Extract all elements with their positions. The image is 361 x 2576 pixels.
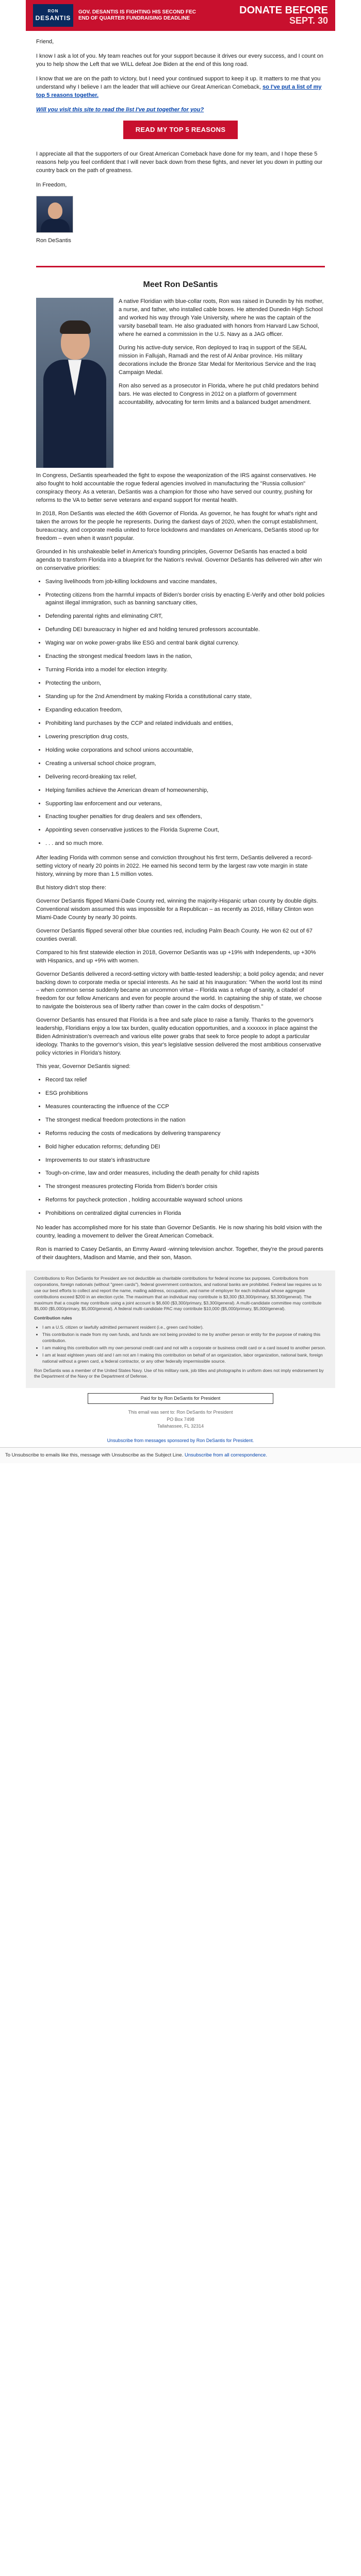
bio-paragraph-15: No leader has accomplished more for his state than Governor DeSantis. He is now sharing his bold vision with the country, leading a movement to deliver the Great American Comeback. (36, 1225, 322, 1240)
legal-paragraph-1: Contributions to Ron DeSantis for President are not deductible as charitable contributions for federal income tax purposes. Contributions from corporations, foreign nationals (without "green cards"), federal government contractors, and national banks are prohibited. Federal law requires us to use our best efforts to collect and report the name, mailing address, occupation, and name of employer for each individual whose aggregate contributions exceed $200 in an election cycle. The maximum that an individual may contribute is $3,300 ($3,300/primary, $3,300/general). The maximum that a couple may contribute using a joint account is $6,600 ($3,300/primary, $3,300/general). A multi-candidate committee may contribute $5,000 ($5,000/primary, $5,000/general). A federal multi-candidate PAC may contribute $10,000 ($5,000/primary, $5,000/general). (34, 1275, 322, 1312)
list-item: • Creating a universal school choice program, (45, 760, 325, 768)
list-item: • The strongest measures protecting Florida from Biden's border crisis (45, 1183, 325, 1191)
list-item: • Protecting the unborn, (45, 680, 325, 688)
list-item: • Lowering prescription drug costs, (45, 733, 325, 741)
portrait-hair (60, 320, 91, 334)
list-item: • Enacting the strongest medical freedom laws in the nation, (45, 653, 325, 661)
question-paragraph (36, 106, 325, 114)
bio-paragraph-11: Compared to his first statewide election in 2018, Governor DeSantis was up +19% with Independents, up +30% with Hispanics, and up +9% with women. (36, 949, 316, 964)
legal-footer (26, 1270, 335, 1388)
address-line-3: Tallahassee, FL 32314 (157, 1423, 204, 1429)
list-item: • Saving livelihoods from job-killing lockdowns and vaccine mandates, (45, 578, 325, 586)
paid-for-disclaimer: Paid for by Ron DeSantis for President (88, 1393, 273, 1404)
list-item: • Helping families achieve the American dream of homeownership, (45, 787, 325, 795)
letter-paragraph-3: I appreciate all that the supporters of our Great American Comeback have done for my team, and I hope these 5 reasons help you feel confident that I will never back down from these fights, and never let you down in putting our country back on the path of greatness. (36, 151, 323, 174)
list-item: • ESG prohibitions (45, 1090, 325, 1098)
read-top-reasons-button[interactable]: READ MY TOP 5 REASONS (123, 121, 238, 140)
list-item: • Prohibitions on centralized digital currencies in Florida (45, 1210, 325, 1218)
header-banner[interactable] (26, 0, 335, 31)
bio-paragraph-9: Governor DeSantis flipped Miami-Dade County red, winning the majority-Hispanic urban county by double digits. Conventional wisdom assumed this was impossible for a Republican – as recently as 2016, Hillary Clinton won Miami-Dade County by nearly 30 points. (36, 898, 318, 921)
bio-paragraph-10: Governor DeSantis flipped several other blue counties red, including Palm Beach County. He won 62 out of 67 counties overall. (36, 927, 313, 942)
bio-paragraph-2: During his active-duty service, Ron deployed to Iraq in support of the SEAL mission in Fallujah, Ramadi and the rest of Al Anbar province. His military decorations include the Bronze Star Medal for Meritorious Service and the Iraq Campaign Medal. (119, 344, 316, 376)
logo-bottom-text: DESANTIS (35, 14, 71, 22)
list-item: • Appointing seven conservative justices to the Florida Supreme Court, (45, 826, 325, 835)
list-item: • Reforms reducing the costs of medications by delivering transparency (45, 1130, 325, 1138)
letter-paragraph-2-text: I know that we are on the path to victory, but I need your continued support to keep it up. It matters to me that you understand why I believe I am the leader that will achieve our Great American Comeback, (36, 75, 321, 90)
bio-paragraph-7: After leading Florida with common sense and conviction throughout his first term, DeSantis delivered a record-setting victory of nearly 20 points in 2022. He earned his second term by the largest raw vote margin in state history, winning by more than 1.5 million votes. (36, 855, 313, 878)
letter-paragraph-1: I know I ask a lot of you. My team reaches out for your support because it drives our every success, and I count on you to help show the Left that we WILL defeat Joe Biden at the end of this long road. (36, 53, 323, 67)
bio-paragraph-13: Governor DeSantis has ensured that Florida is a free and safe place to raise a family. Thanks to the governor's leadership, Floridians enjoy a low tax burden, quality education opportunities, and a xxxxxxx in place against the Biden Administration's overreach and various elite power grabs that seek to force people to adopt a particular ideology. Thanks to the governor's vision, this year's legislative session delivered the most ambitious conservative policy victories in Florida's history. (36, 1017, 321, 1057)
list-item: • Protecting citizens from the harmful impacts of Biden's border crisis by enacting E-Verify and other bold policies against illegal immigration, such as banning sanctuary cities, (45, 591, 325, 608)
letter-paragraph-2 (36, 75, 325, 100)
list-item: • I am at least eighteen years old and I am not am I making this contribution on behalf of an organization, labor organization, national bank, foreign national without a green card, a federal contractor, or any other federally impermissible source. (42, 1352, 327, 1365)
banner-copy: GOV. DESANTIS IS FIGHTING HIS SECOND FEC END OF QUARTER FUNDRAISING DEADLINE (78, 9, 196, 21)
signature-photo (36, 196, 73, 233)
donate-banner-cta[interactable] (239, 5, 328, 26)
address-line-1: This email was sent to: Ron DeSantis for President (128, 1410, 233, 1415)
bio-paragraph-14: This year, Governor DeSantis signed: (36, 1063, 130, 1070)
closing: In Freedom, (36, 182, 67, 189)
list-item: • Turning Florida into a model for election integrity. (45, 666, 325, 674)
list-item: • Prohibiting land purchases by the CCP and related individuals and entities, (45, 720, 325, 728)
list-item: • I am making this contribution with my own personal credit card and not with a corporate or business credit card or a card issued to another person. (42, 1345, 327, 1351)
bio-paragraph-16: Ron is married to Casey DeSantis, an Emmy Award -winning television anchor. Together, they're the proud parents of their daughters, Madison and Mamie, and their son, Mason. (36, 1246, 323, 1261)
bio-paragraph-8: But history didn't stop there: (36, 885, 107, 891)
list-item: • Standing up for the 2nd Amendment by making Florida a constitutional carry state, (45, 693, 325, 701)
list-item: • Measures counteracting the influence of the CCP (45, 1103, 325, 1111)
bio-portrait (36, 298, 113, 468)
top-reasons-inline-link[interactable]: so I've put a list of my top 5 reasons together. (36, 83, 322, 98)
list-item: • Tough-on-crime, law and order measures, including the death penalty for child rapists (45, 1170, 325, 1178)
unsubscribe-sponsor-link[interactable]: Unsubscribe from messages sponsored by Ron DeSantis for President. (107, 1437, 254, 1443)
unsubscribe-all-link[interactable]: Unsubscribe from all correspondence. (184, 1452, 267, 1458)
list-item: • . . . and so much more. (45, 840, 325, 848)
bio-paragraph-6: Grounded in his unshakeable belief in America's founding principles, Governor DeSantis has enacted a bold agenda to transform Florida into a blueprint for the Nation's revival. Governor DeSantis has delivered win after win on conservative priorities: (36, 548, 322, 571)
list-item: • I am a U.S. citizen or lawfully admitted permanent resident (i.e., green card holder). (42, 1325, 327, 1331)
list-item: • Defending parental rights and eliminating CRT, (45, 613, 325, 621)
face-shape (48, 202, 62, 219)
bio-paragraph-1: A native Floridian with blue-collar roots, Ron was raised in Dunedin by his mother, a nurse, and father, who installed cable boxes. He attended Dunedin High School and worked his way through Yale University, where he was the captain of the varsity baseball team. He also graduated with honors from Harvard Law School, where he earned a commission in the U.S. Navy as a JAG officer. (119, 298, 324, 338)
bottom-unsubscribe-bar (0, 1447, 361, 1463)
list-item: • Reforms for paycheck protection , holding accountable wayward school unions (45, 1196, 325, 1205)
list-item: • Improvements to our state's infrastructure (45, 1157, 325, 1165)
bio-paragraph-3: Ron also served as a prosecutor in Florida, where he put child predators behind bars. He was elected to Congress in 2012 on a platform of government accountability, advocating for term limits and a balanced budget amendment. (119, 382, 319, 405)
email-body (26, 0, 335, 1447)
contribution-rules-list (42, 1325, 327, 1364)
donate-before-text: DONATE BEFORE (239, 5, 328, 16)
list-item: • Holding woke corporations and school unions accountable, (45, 747, 325, 755)
mailing-address (26, 1409, 335, 1430)
contribution-rules-heading: Contribution rules (34, 1315, 72, 1321)
greeting: Friend, (36, 39, 54, 45)
bottom-unsubscribe-text: To Unsubscribe to emails like this, message with Unsubscribe as the Subject Line. (5, 1452, 184, 1458)
list-item: • Defunding DEI bureaucracy in higher ed and holding tenured professors accountable. (45, 626, 325, 634)
email-content (26, 31, 335, 1262)
list-item: • This contribution is made from my own funds, and funds are not being provided to me by another person or entity for the purpose of making this contribution. (42, 1332, 327, 1344)
signature-name: Ron DeSantis (36, 238, 71, 244)
list-item: • Enacting tougher penalties for drug dealers and sex offenders, (45, 813, 325, 821)
list-item: • Delivering record-breaking tax relief, (45, 773, 325, 782)
wins-list (45, 578, 325, 849)
list-item: • Record tax relief (45, 1076, 325, 1084)
unsubscribe-area (26, 1434, 335, 1447)
bio-heading: Meet Ron DeSantis (143, 280, 218, 290)
list-item: • Expanding education freedom, (45, 706, 325, 715)
logo-top-text: RON (47, 8, 59, 13)
list-item: • Waging war on woke power-grabs like ESG and central bank digital currency. (45, 639, 325, 648)
list-item: • Supporting law enforcement and our veterans, (45, 800, 325, 808)
bio-paragraph-5: In 2018, Ron DeSantis was elected the 46th Governor of Florida. As governor, he has fought for what's right and taken the arrows for the people he represents. During the darkest days of 2020, when the corrupt establishment, bureaucracy, and corporate media united to force lockdowns and mandates on Americans, DeSantis stood up for freedom – even when it wasn't popular. (36, 511, 319, 541)
list-item: • Bold higher education reforms; defunding DEI (45, 1143, 325, 1151)
signed-list (45, 1076, 325, 1218)
suit-shape (41, 219, 70, 233)
deadline-date-text: SEPT. 30 (289, 15, 328, 26)
bio-paragraph-4: In Congress, DeSantis spearheaded the fight to expose the weaponization of the IRS against conservatives. He also fought to hold accountable the rogue federal agencies involved in manufacturing the "Russia collusion" conspiracy theory. As a veteran, DeSantis was a champion for those who have served our country, pushing for reforms to the VA to better serve veterans and expand support for mental health. (36, 472, 316, 504)
legal-paragraph-2: Ron DeSantis was a member of the United States Navy. Use of his military rank, job titles and photographs in uniform does not imply endorsement by the Department of the Navy or the Department of Defense. (34, 1367, 324, 1379)
cta-wrap (36, 121, 325, 140)
list-item: • The strongest medical freedom protections in the nation (45, 1116, 325, 1125)
bio-section (36, 298, 325, 1262)
bio-paragraph-12: Governor DeSantis delivered a record-setting victory with battle-tested leadership; a bold policy agenda; and never backing down to corporate media or special interests. As he said at his inauguration: "When the world lost its mind – when common sense suddenly became an uncommon virtue – Florida was a refuge of sanity, a citadel of freedom for our fellow Americans and even for people around the world. In captaining the ship of state, we choose to navigate the boisterous sea of liberty rather than cower in the calm docks of despotism." (36, 971, 324, 1010)
section-divider (36, 266, 325, 267)
address-line-2: PO Box 7498 (167, 1416, 194, 1422)
campaign-logo (33, 4, 73, 27)
visit-site-link[interactable]: Will you visit this site to read the list I've put together for you? (36, 106, 204, 113)
